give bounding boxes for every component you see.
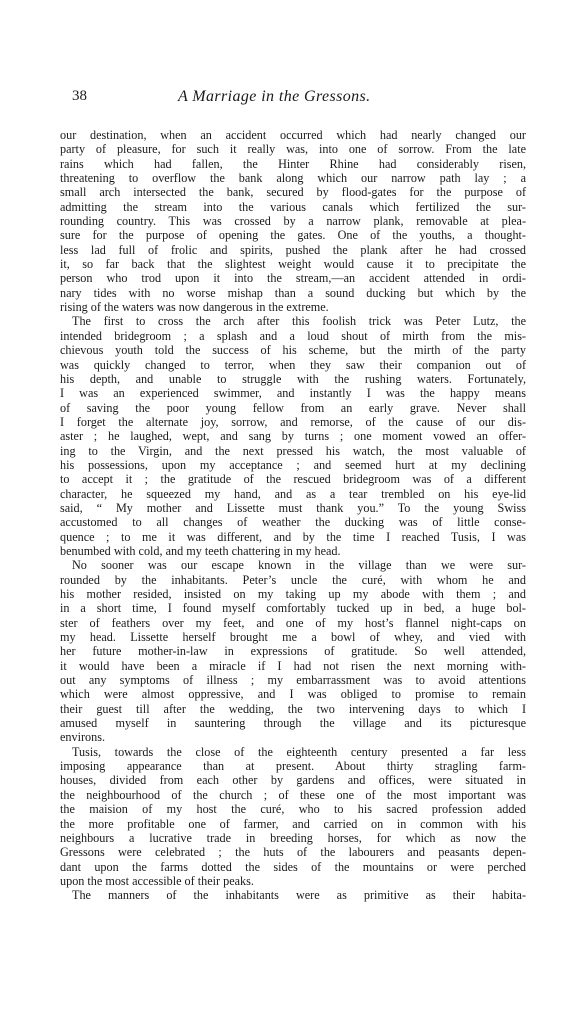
text-line: imposing appearance than at present. About thirty stragling farm- [60, 759, 526, 774]
running-head [60, 88, 526, 110]
text-line: I forget the alternate joy, sorrow, and remorse, of the cause of our dis- [60, 414, 526, 429]
text-line: to accept it ; the gratitude of the rescued bridegroom was of a different [60, 472, 526, 487]
text-line: environs. [60, 730, 106, 745]
text-line: it would have been a miracle if I had not risen the next morning with- [60, 658, 526, 673]
text-line: small arch intersected the bank, secured by flood-gates for the purpose of [60, 185, 526, 200]
text-line: character, he squeezed my hand, and as a tear trembled on his eye-lid [60, 486, 526, 501]
text-line: was quickly changed to terror, when they saw their companion out of [60, 357, 526, 372]
text-line: her future mother-in-law in expressions of gratitude. So well attended, [60, 644, 526, 659]
text-line: person who trod upon it into the stream,—an accident attended in ordi- [60, 271, 526, 286]
text-line: his possessions, upon my acceptance ; and seemed hurt at my declining [60, 457, 526, 472]
text-line: upon the most accessible of their peaks. [60, 873, 254, 888]
text-line: in a short time, I found myself comfortably tucked up in bed, a huge bol- [60, 601, 526, 616]
text-line: chievous youth told the success of his scheme, but the mirth of the party [60, 343, 526, 358]
text-line: sure for the purpose of opening the gates. One of the youths, a thought- [60, 228, 526, 243]
text-line: aster ; he laughed, wept, and sang by turns ; one moment vowed an offer- [60, 429, 526, 444]
text-line: amused myself in sauntering through the village and its picturesque [60, 716, 526, 731]
text-line: accustomed to all changes of weather the ducking was of little conse- [60, 515, 526, 530]
running-title: A Marriage in the Gressons. [178, 88, 371, 105]
text-line: intended bridegroom ; a splash and a loud shout of mirth from the mis- [60, 328, 526, 343]
text-line: my head. Lissette herself brought me a bowl of whey, and vied with [60, 630, 526, 645]
paragraph [60, 888, 526, 902]
text-line: The first to cross the arch after this foolish trick was Peter Lutz, the [72, 314, 526, 329]
body-text [60, 128, 526, 903]
text-line: party of pleasure, for such it really was, into one of sorrow. From the late [60, 142, 526, 157]
text-line: nary tides with no worse mishap than a sound ducking but which by the [60, 285, 526, 300]
text-line: benumbed with cold, and my teeth chattering in my head. [60, 543, 341, 558]
text-line: said, “ My mother and Lissette must thank you.” To the young Swiss [60, 500, 526, 515]
text-line: rounding country. This was crossed by a narrow plank, removable at plea- [60, 214, 526, 229]
text-line: of saving the poor young fellow from an early grave. Never shall [60, 400, 526, 415]
text-line: quence ; to me it was different, and by the time I reached Tusis, I was [60, 529, 526, 544]
text-line: his mother resided, insisted on my taking up my abode with them ; and [60, 587, 526, 601]
text-line: threatening to overflow the bank along which our narrow path lay ; a [60, 171, 526, 186]
text-line: the more profitable one of farmer, and carried on in common with his [60, 816, 526, 831]
text-line: neighbours a lucrative trade in breeding horses, for which as now the [60, 830, 526, 845]
text-line: dant upon the farms dotted the sides of the mountains or were perched [60, 859, 526, 874]
text-line: The manners of the inhabitants were as primitive as their habita- [72, 888, 526, 903]
text-line: ing to the Virgin, and the next pressed his watch, the most valuable of [60, 443, 526, 458]
text-line: our destination, when an accident occurred which had nearly changed our [60, 128, 526, 142]
text-line: ster of feathers over my feet, and one of my host’s flannel night-caps on [60, 615, 526, 630]
text-line: their guest till after the wedding, the two intervening days to which I [60, 701, 526, 716]
text-line: which were almost oppressive, and I was obliged to promise to remain [60, 687, 526, 702]
text-line: houses, divided from each other by gardens and offices, were situated in [60, 773, 526, 788]
text-line: rounded by the inhabitants. Peter’s uncle the curé, with whom he and [60, 572, 526, 587]
text-line: Gressons were celebrated ; the huts of the labourers and peasants depen- [60, 845, 526, 860]
paragraph [60, 128, 526, 314]
book-page [60, 88, 526, 903]
text-line: rains which had fallen, the Hinter Rhine had considerably risen, [60, 156, 526, 171]
text-line: less lad full of frolic and spirits, pushed the plank after he had crossed [60, 242, 526, 257]
text-line: Tusis, towards the close of the eighteenth century presented a far less [72, 744, 526, 759]
text-line: rising of the waters was now dangerous in the extreme. [60, 300, 329, 315]
text-line: the neighbourhood of the church ; of these one of the most important was [60, 787, 526, 802]
text-line: the maision of my host the curé, who to his sacred profession added [60, 802, 526, 817]
text-line: I was an experienced swimmer, and instantly I was the happy means [60, 386, 526, 401]
text-line: No sooner was our escape known in the village than we were sur- [72, 558, 526, 573]
paragraph [60, 558, 526, 744]
paragraph [60, 745, 526, 888]
text-line: it, so far back that the slightest weight would cause it to precipitate the [60, 257, 526, 272]
text-line: admitting the stream into the various canals which fertilized the sur- [60, 199, 526, 214]
page-number: 38 [72, 88, 87, 104]
text-line: his depth, and unable to struggle with the rushing waters. Fortunately, [60, 371, 526, 386]
text-line: out any symptoms of illness ; my embarrassment was to avoid attentions [60, 673, 526, 688]
paragraph [60, 314, 526, 558]
